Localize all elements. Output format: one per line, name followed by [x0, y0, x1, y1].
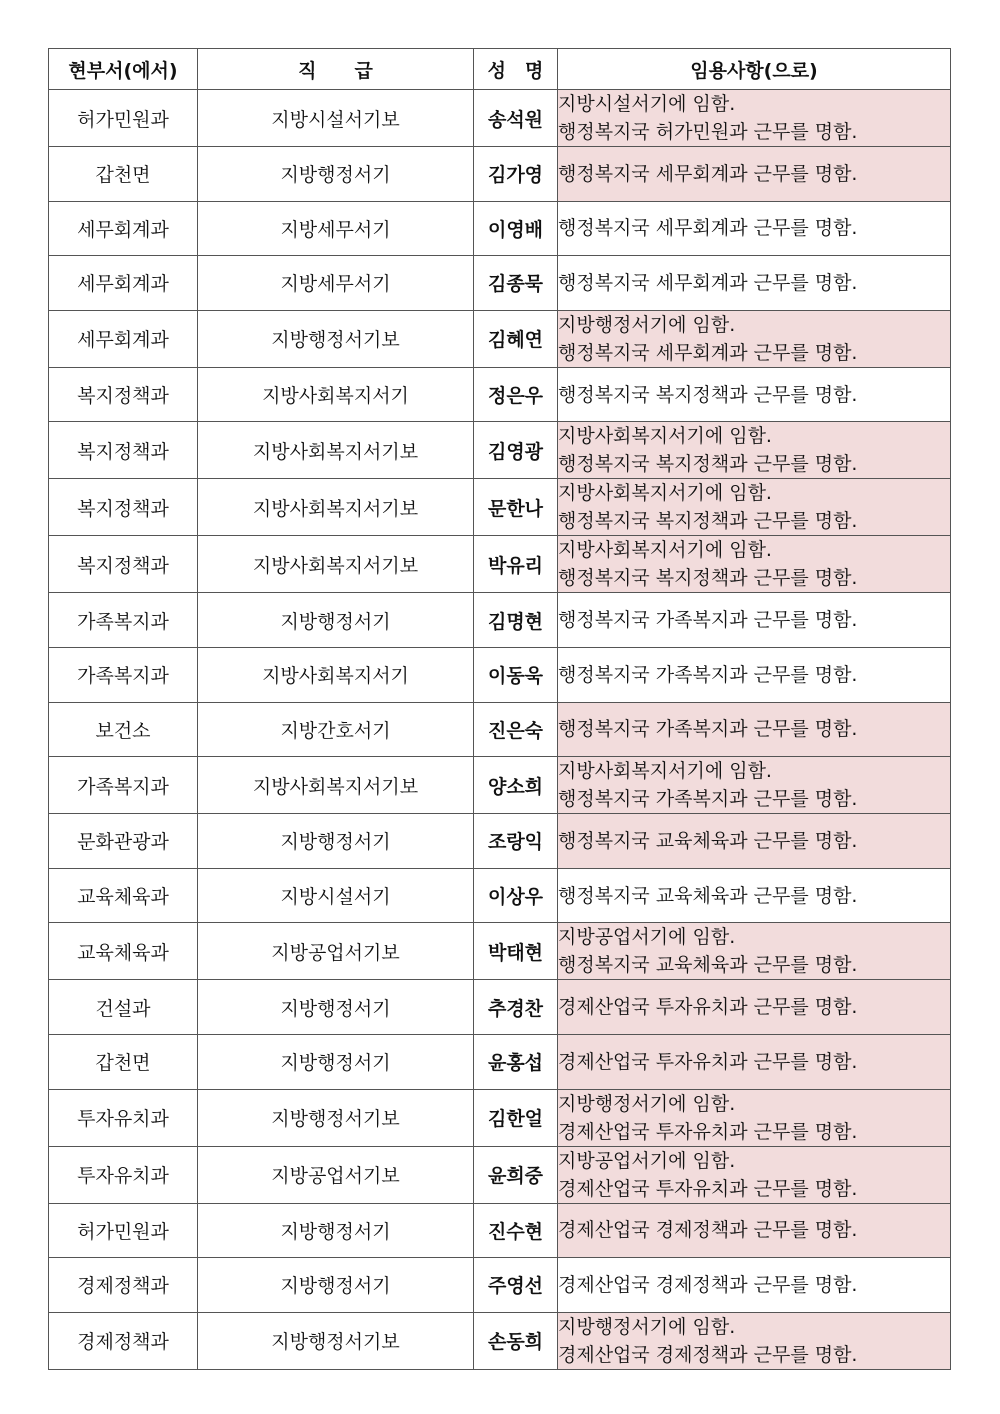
table-row	[49, 256, 951, 311]
grade-cell: 지방세무서기	[198, 201, 474, 256]
current-dept-cell: 가족복지과	[49, 647, 198, 702]
table-row	[49, 814, 951, 869]
appointment-cell	[558, 757, 951, 814]
grade-cell: 지방행정서기	[198, 1203, 474, 1258]
appointment-line: 경제산업국 경제정책과 근무를 명함.	[558, 1343, 858, 1366]
appointment-line: 행정복지국 가족복지과 근무를 명함.	[558, 609, 858, 632]
table-row	[49, 536, 951, 593]
name-cell: 이영배	[474, 201, 558, 256]
grade-cell: 지방사회복지서기보	[198, 757, 474, 814]
appointment-cell	[558, 923, 951, 980]
header-grade: 직 급	[198, 49, 474, 90]
appointment-cell	[558, 868, 951, 923]
grade-cell: 지방행정서기보	[198, 310, 474, 367]
appointment-line: 행정복지국 복지정책과 근무를 명함.	[558, 453, 858, 476]
current-dept-cell: 복지정책과	[49, 536, 198, 593]
name-cell: 김가영	[474, 147, 558, 202]
current-dept-cell: 투자유치과	[49, 1089, 198, 1146]
appointment-cell	[558, 201, 951, 256]
appointment-line: 지방사회복지서기에 임함.	[558, 425, 772, 448]
table-row	[49, 422, 951, 479]
grade-cell: 지방사회복지서기보	[198, 536, 474, 593]
name-cell: 진수현	[474, 1203, 558, 1258]
current-dept-cell: 복지정책과	[49, 479, 198, 536]
appointment-line: 지방시설서기에 임함.	[558, 93, 736, 115]
table-row	[49, 1312, 951, 1369]
name-cell: 김영광	[474, 422, 558, 479]
appointment-line: 경제산업국 투자유치과 근무를 명함.	[558, 1177, 858, 1200]
grade-cell: 지방사회복지서기보	[198, 422, 474, 479]
table-row	[49, 702, 951, 757]
current-dept-cell: 허가민원과	[49, 1203, 198, 1258]
appointment-line: 경제산업국 투자유치과 근무를 명함.	[558, 1120, 858, 1143]
table-row	[49, 1258, 951, 1313]
name-cell: 박유리	[474, 536, 558, 593]
grade-cell: 지방사회복지서기	[198, 367, 474, 422]
name-cell: 김명현	[474, 593, 558, 648]
current-dept-cell: 교육체육과	[49, 923, 198, 980]
grade-cell: 지방사회복지서기	[198, 647, 474, 702]
appointment-cell	[558, 1089, 951, 1146]
name-cell: 김종묵	[474, 256, 558, 311]
appointment-cell	[558, 814, 951, 869]
grade-cell: 지방행정서기	[198, 147, 474, 202]
appointment-cell	[558, 479, 951, 536]
appointment-cell	[558, 702, 951, 757]
appointment-line: 지방사회복지서기에 임함.	[558, 539, 772, 562]
table-row	[49, 980, 951, 1035]
grade-cell: 지방시설서기보	[198, 90, 474, 147]
name-cell: 송석원	[474, 90, 558, 147]
grade-cell: 지방시설서기	[198, 868, 474, 923]
grade-cell: 지방행정서기	[198, 1258, 474, 1313]
name-cell: 조랑익	[474, 814, 558, 869]
table-row	[49, 1203, 951, 1258]
appointment-line: 행정복지국 교육체육과 근무를 명함.	[558, 829, 858, 852]
name-cell: 양소희	[474, 757, 558, 814]
current-dept-cell: 갑천면	[49, 1034, 198, 1089]
current-dept-cell: 보건소	[49, 702, 198, 757]
grade-cell: 지방사회복지서기보	[198, 479, 474, 536]
current-dept-cell: 복지정책과	[49, 422, 198, 479]
grade-cell: 지방간호서기	[198, 702, 474, 757]
appointment-line: 행정복지국 교육체육과 근무를 명함.	[558, 954, 858, 977]
table-row	[49, 647, 951, 702]
table-header	[49, 49, 951, 90]
appointment-cell	[558, 1258, 951, 1313]
appointment-line: 행정복지국 교육체육과 근무를 명함.	[558, 884, 858, 907]
appointment-line: 행정복지국 세무회계과 근무를 명함.	[558, 341, 858, 364]
table-row	[49, 757, 951, 814]
table-row	[49, 201, 951, 256]
grade-cell: 지방행정서기	[198, 1034, 474, 1089]
current-dept-cell: 세무회계과	[49, 310, 198, 367]
header-appointment: 임용사항(으로)	[558, 49, 951, 90]
appointment-line: 지방공업서기에 임함.	[558, 926, 736, 949]
current-dept-cell: 허가민원과	[49, 90, 198, 147]
table-row	[49, 1089, 951, 1146]
appointment-line: 지방공업서기에 임함.	[558, 1149, 736, 1172]
appointment-line: 행정복지국 허가민원과 근무를 명함.	[558, 121, 858, 143]
grade-cell: 지방공업서기보	[198, 1146, 474, 1203]
current-dept-cell: 가족복지과	[49, 757, 198, 814]
name-cell: 이동욱	[474, 647, 558, 702]
appointment-cell	[558, 1146, 951, 1203]
header-name: 성 명	[474, 49, 558, 90]
name-cell: 추경찬	[474, 980, 558, 1035]
name-cell: 박태현	[474, 923, 558, 980]
current-dept-cell: 투자유치과	[49, 1146, 198, 1203]
grade-cell: 지방공업서기보	[198, 923, 474, 980]
appointment-line: 지방사회복지서기에 임함.	[558, 482, 772, 505]
appointment-cell	[558, 1312, 951, 1369]
name-cell: 진은숙	[474, 702, 558, 757]
grade-cell: 지방행정서기보	[198, 1312, 474, 1369]
grade-cell: 지방행정서기	[198, 814, 474, 869]
appointment-line: 경제산업국 투자유치과 근무를 명함.	[558, 1050, 858, 1073]
personnel-appointment-table	[48, 48, 951, 1370]
appointment-cell	[558, 90, 951, 147]
table-body	[49, 90, 951, 1370]
current-dept-cell: 갑천면	[49, 147, 198, 202]
name-cell: 김혜연	[474, 310, 558, 367]
name-cell: 손동희	[474, 1312, 558, 1369]
appointment-cell	[558, 1034, 951, 1089]
grade-cell: 지방행정서기보	[198, 1089, 474, 1146]
table-row	[49, 367, 951, 422]
appointment-line: 지방행정서기에 임함.	[558, 1092, 736, 1115]
appointment-line: 행정복지국 가족복지과 근무를 명함.	[558, 788, 858, 811]
appointment-line: 경제산업국 경제정책과 근무를 명함.	[558, 1219, 858, 1242]
current-dept-cell: 세무회계과	[49, 256, 198, 311]
table-row	[49, 868, 951, 923]
appointment-line: 행정복지국 세무회계과 근무를 명함.	[558, 271, 858, 294]
appointment-line: 행정복지국 가족복지과 근무를 명함.	[558, 718, 858, 741]
table-row	[49, 90, 951, 147]
current-dept-cell: 건설과	[49, 980, 198, 1035]
table-row	[49, 147, 951, 202]
grade-cell: 지방행정서기	[198, 980, 474, 1035]
appointment-cell	[558, 422, 951, 479]
name-cell: 김한얼	[474, 1089, 558, 1146]
appointment-line: 행정복지국 가족복지과 근무를 명함.	[558, 663, 858, 686]
appointment-cell	[558, 647, 951, 702]
current-dept-cell: 세무회계과	[49, 201, 198, 256]
name-cell: 문한나	[474, 479, 558, 536]
appointment-line: 경제산업국 경제정책과 근무를 명함.	[558, 1273, 858, 1296]
table-row	[49, 310, 951, 367]
table-row	[49, 923, 951, 980]
name-cell: 윤홍섭	[474, 1034, 558, 1089]
appointment-cell	[558, 256, 951, 311]
appointment-line: 행정복지국 복지정책과 근무를 명함.	[558, 383, 858, 406]
header-row	[49, 49, 951, 90]
appointment-cell	[558, 147, 951, 202]
header-current-dept: 현부서(에서)	[49, 49, 198, 90]
appointment-cell	[558, 536, 951, 593]
appointment-cell	[558, 593, 951, 648]
current-dept-cell: 문화관광과	[49, 814, 198, 869]
grade-cell: 지방세무서기	[198, 256, 474, 311]
current-dept-cell: 경제정책과	[49, 1312, 198, 1369]
table-row	[49, 1034, 951, 1089]
appointment-cell	[558, 980, 951, 1035]
appointment-cell	[558, 1203, 951, 1258]
current-dept-cell: 복지정책과	[49, 367, 198, 422]
appointment-cell	[558, 310, 951, 367]
table-row	[49, 1146, 951, 1203]
appointment-line: 지방행정서기에 임함.	[558, 313, 736, 336]
appointment-line: 지방사회복지서기에 임함.	[558, 760, 772, 783]
name-cell: 이상우	[474, 868, 558, 923]
appointment-line: 행정복지국 복지정책과 근무를 명함.	[558, 567, 858, 590]
grade-cell: 지방행정서기	[198, 593, 474, 648]
table-row	[49, 479, 951, 536]
appointment-line: 행정복지국 복지정책과 근무를 명함.	[558, 510, 858, 533]
appointment-line: 행정복지국 세무회계과 근무를 명함.	[558, 162, 858, 185]
name-cell: 정은우	[474, 367, 558, 422]
appointment-line: 경제산업국 투자유치과 근무를 명함.	[558, 996, 858, 1019]
table-row	[49, 593, 951, 648]
current-dept-cell: 가족복지과	[49, 593, 198, 648]
appointment-line: 지방행정서기에 임함.	[558, 1315, 736, 1338]
name-cell: 윤희중	[474, 1146, 558, 1203]
name-cell: 주영선	[474, 1258, 558, 1313]
appointment-line: 행정복지국 세무회계과 근무를 명함.	[558, 217, 858, 240]
current-dept-cell: 교육체육과	[49, 868, 198, 923]
appointment-cell	[558, 367, 951, 422]
current-dept-cell: 경제정책과	[49, 1258, 198, 1313]
